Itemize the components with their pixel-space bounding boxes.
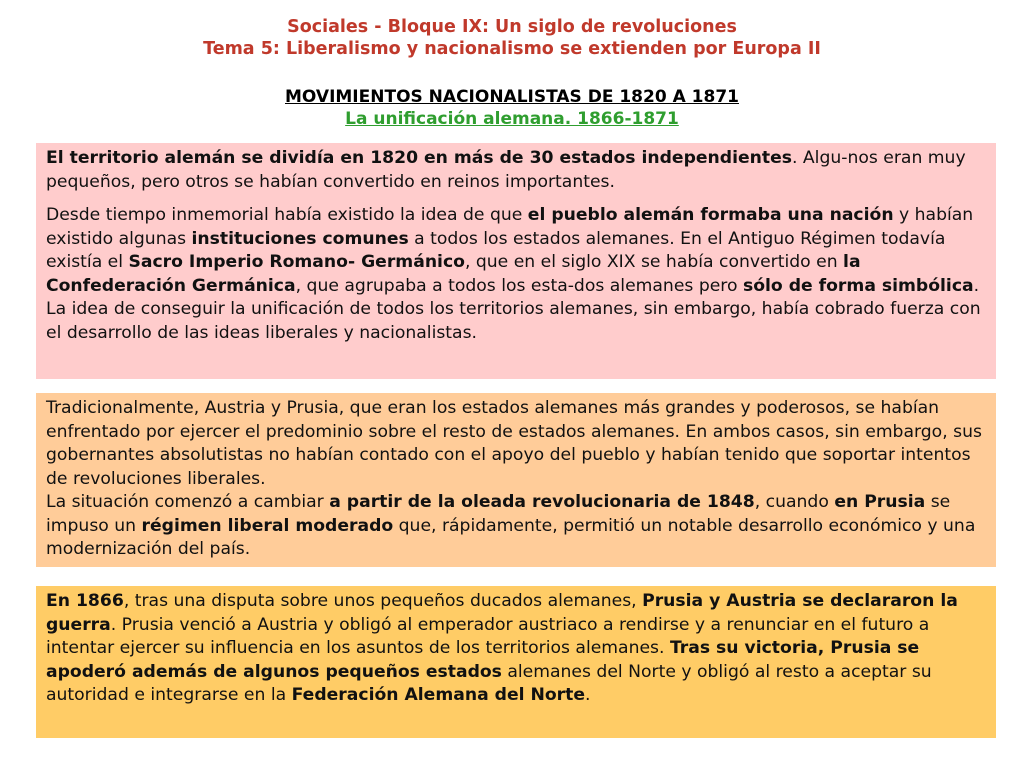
text-run: que, rápidamente, permitió un notable desarrollo económico y una modernización del país.: [46, 515, 976, 559]
text-run: , cuando: [754, 492, 835, 512]
section-title: MOVIMIENTOS NACIONALISTAS DE 1820 A 1871: [285, 87, 739, 107]
text-box-war-1866: [36, 586, 996, 738]
bold-text-run: En 1866: [46, 591, 124, 611]
text-run: . Algu-nos eran muy pequeños, pero otros se habían convertido en reinos importantes.: [46, 148, 966, 192]
paragraph: [46, 491, 986, 562]
text-run: y habían existido algunas: [46, 205, 974, 249]
paragraph: [46, 204, 986, 345]
section-heading: [0, 86, 1024, 130]
bold-text-run: la Confederación Germánica: [46, 252, 861, 296]
bold-text-run: El territorio alemán se dividía en 1820 en más de 30 estados independientes: [46, 148, 792, 168]
section-subtitle-link[interactable]: La unificación alemana. 1866-1871: [345, 109, 679, 129]
paragraph: [46, 590, 986, 708]
bold-text-run: Tras su victoria, Prusia se apoderó además de algunos pequeños estados: [46, 638, 920, 682]
header-line-2: Tema 5: Liberalismo y nacionalismo se extienden por Europa II: [203, 39, 821, 59]
text-run: . Prusia venció a Austria y obligó al emperador austriaco a rendirse y a renunciar en el futuro a intentar ejercer su influencia en los asuntos de los territorios alemanes.: [46, 614, 930, 658]
text-run: . La idea de conseguir la unificación de todos los territorios alemanes, sin embargo, había cobrado fuerza con el desarrollo de las ideas liberales y nacionalistas.: [46, 275, 981, 343]
bold-text-run: régimen liberal moderado: [141, 515, 394, 536]
text-box-territory: [36, 143, 996, 379]
bold-text-run: Sacro Imperio Romano- Germánico: [128, 252, 465, 272]
text-run: Desde tiempo inmemorial había existido la idea de que: [46, 205, 528, 225]
text-box-austria-prussia: [36, 393, 996, 567]
slide-header: [0, 16, 1024, 60]
text-run: , que en el siglo XIX se había convertido en: [464, 252, 844, 272]
bold-text-run: instituciones comunes: [191, 228, 409, 249]
bold-text-run: el pueblo alemán formaba una nación: [527, 205, 894, 225]
text-run: Tradicionalmente, Austria y Prusia, que eran los estados alemanes más grandes y poderosos, se habían enfrentado por ejercer el predominio sobre el resto de estados alemanes. En ambos casos, sin embargo, sus gobernantes absolutistas no habían contado con el apoyo del pueblo y habían tenido que soportar intentos de revoluciones liberales.: [46, 398, 982, 489]
bold-text-run: Prusia y Austria se declararon la guerra: [46, 591, 958, 635]
header-line-1: Sociales - Bloque IX: Un siglo de revoluciones: [287, 17, 737, 37]
bold-text-run: en Prusia: [834, 492, 926, 512]
text-run: alemanes del Norte y obligó al resto a aceptar su autoridad e integrarse en la: [46, 661, 932, 705]
paragraph: [46, 147, 986, 194]
text-run: se impuso un: [46, 492, 951, 536]
text-run: a todos los estados alemanes. En el Antiguo Régimen todavía existía el: [46, 228, 946, 272]
bold-text-run: Federación Alemana del Norte: [291, 685, 586, 705]
paragraph: [46, 397, 986, 491]
text-run: , que agrupaba a todos los esta-dos alemanes pero: [295, 275, 743, 296]
text-run: , tras una disputa sobre unos pequeños ducados alemanes,: [123, 591, 643, 611]
bold-text-run: sólo de forma simbólica: [742, 275, 974, 296]
text-run: La situación comenzó a cambiar: [46, 492, 330, 512]
bold-text-run: a partir de la oleada revolucionaria de 1848: [329, 492, 755, 512]
text-run: .: [585, 685, 591, 705]
